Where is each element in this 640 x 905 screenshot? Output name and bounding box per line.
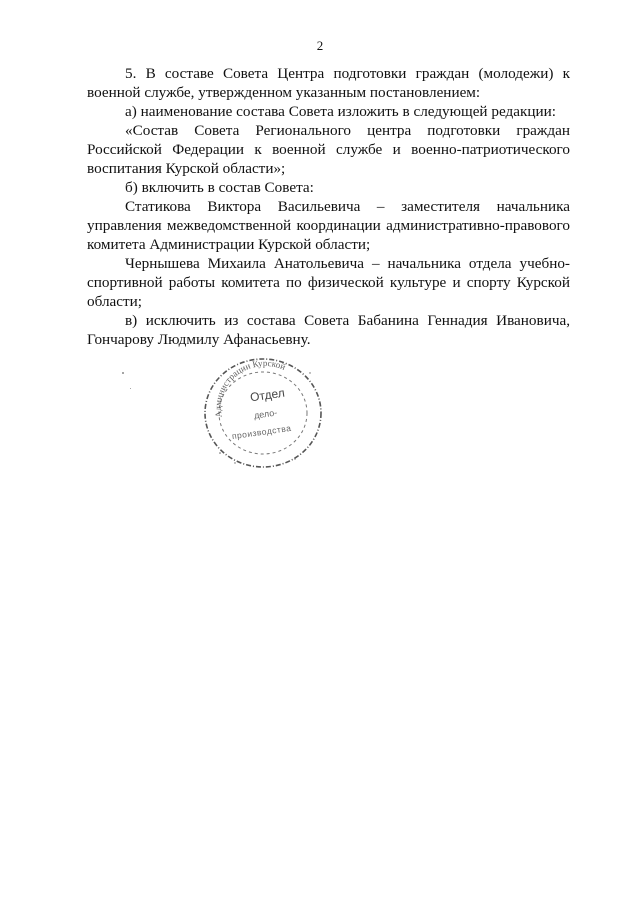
paragraph-subitem-a: а) наименование состава Совета изложить в следующей редакции: (125, 103, 556, 120)
stamp-center-line1: Отдел (249, 385, 286, 405)
stamp-seal-icon (200, 355, 330, 475)
scan-speck (122, 372, 124, 374)
page-number: 2 (316, 38, 324, 53)
stamp-ring-text: Администрации Курской (212, 357, 288, 419)
stamp-center-line3: производства (231, 422, 292, 442)
document-body (87, 64, 570, 349)
paragraph-member-chernyshev: Чернышева Михаила Анатольевича – начальника отдела учебно-спортивной работы комитета по физической культуре и спорту Курской области; (87, 255, 570, 310)
scan-speck (130, 388, 131, 389)
paragraph-new-title: «Состав Совета Регионального центра подготовки граждан Российской Федерации к военной службе и военно-патриотического воспитания Курской области»; (87, 122, 570, 177)
stamp-center-line2: дело- (253, 407, 278, 421)
paragraph-member-statikov: Статикова Виктора Васильевича – заместителя начальника управления межведомственной координации административно-правового комитета Администрации Курской области; (87, 198, 570, 253)
paragraph-item-5: 5. В составе Совета Центра подготовки граждан (молодежи) к военной службе, утвержденном указанным постановлением: (87, 65, 570, 101)
paragraph-subitem-v: в) исключить из состава Совета Бабанина Геннадия Ивановича, Гончарову Людмилу Афанасьевну. (87, 312, 570, 348)
office-stamp (200, 355, 330, 475)
paragraph-subitem-b: б) включить в состав Совета: (125, 179, 314, 196)
